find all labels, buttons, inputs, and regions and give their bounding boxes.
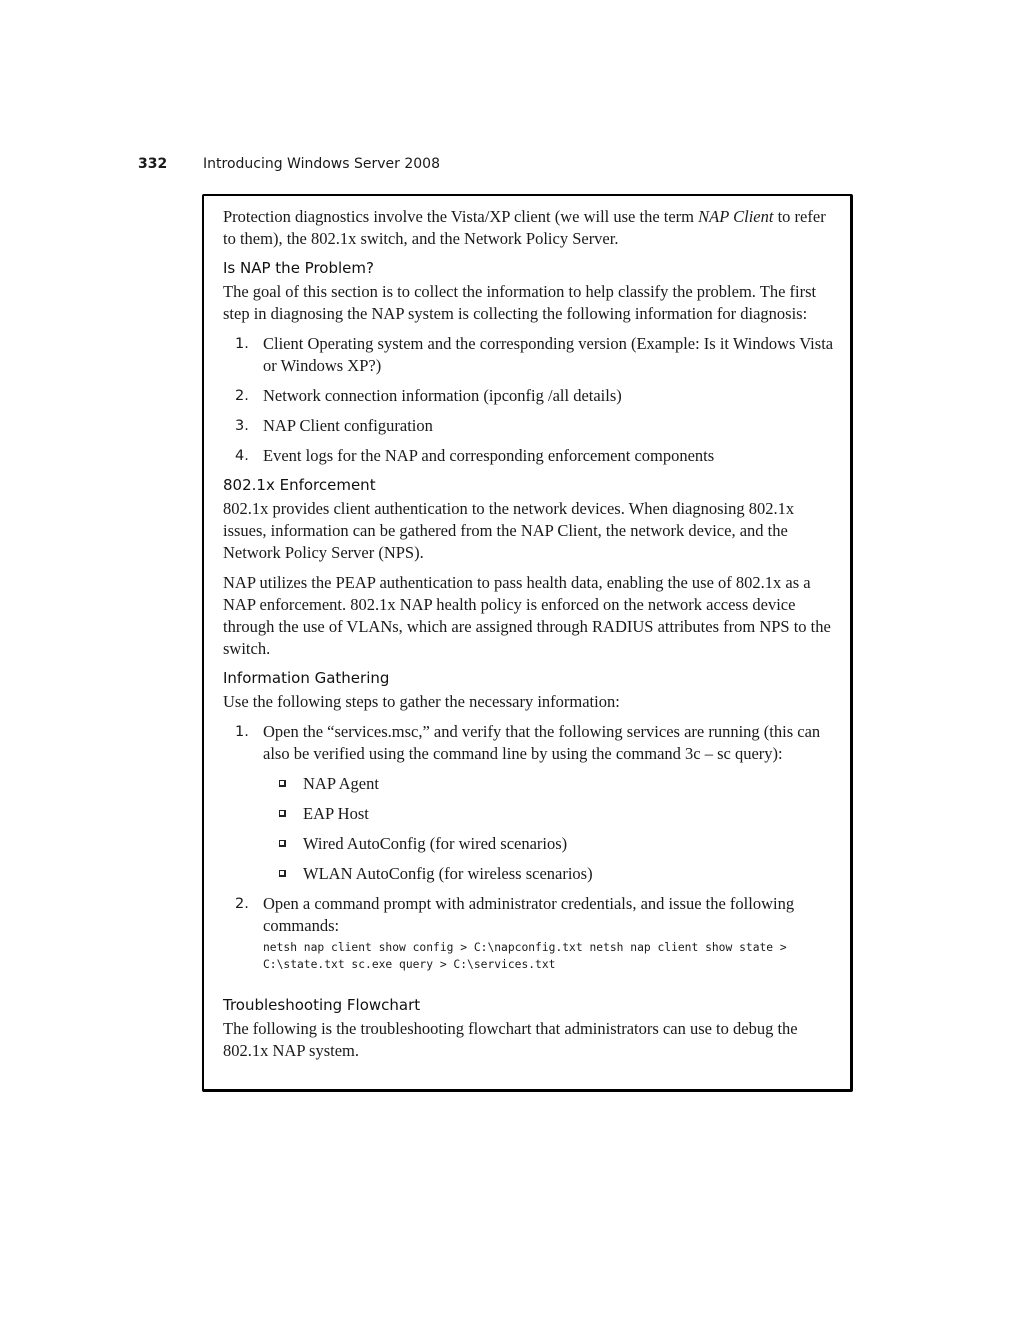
diagnosis-info-list [223,333,837,467]
checkbox-bullet-icon [279,780,286,787]
list-item: 2. Open a command prompt with administrator credentials, and issue the following commands: netsh nap client show config > C:\napconfig.txt netsh nap client show state > C:\state.txt sc.exe query > C:\services.txt [223,893,837,973]
services-list [263,773,837,885]
checkbox-bullet-icon [279,810,286,817]
heading-troubleshooting-flowchart: Troubleshooting Flowchart [223,996,421,1014]
list-item: 4. Event logs for the NAP and corresponding enforcement components [235,446,715,465]
heading-8021x-enforcement: 802.1x Enforcement [223,476,376,494]
list-item: WLAN AutoConfig (for wireless scenarios) [263,863,837,885]
checkbox-bullet-icon [279,870,286,877]
intro-paragraph: Protection diagnostics involve the Vista/XP client (we will use the term NAP Client to refer to them), the 802.1x switch, and the Network Policy Server. [223,207,826,248]
book-title: Introducing Windows Server 2008 [203,156,440,172]
list-item: Wired AutoConfig (for wired scenarios) [263,833,837,855]
section1-paragraph: The goal of this section is to collect the information to help classify the problem. The first step in diagnosing the NAP system is collecting the following information for diagnosis: [223,282,817,323]
list-item: 1. Client Operating system and the corresponding version (Example: Is it Windows Vista or Windows XP?) [235,334,834,375]
list-item: EAP Host [263,803,837,825]
section3-paragraph: Use the following steps to gather the necessary information: [223,692,620,711]
page-number: 332 [138,156,168,172]
list-item: 2. Network connection information (ipconfig /all details) [235,386,622,405]
command-code-block: netsh nap client show config > C:\napconfig.txt netsh nap client show state > C:\state.txt sc.exe query > C:\services.txt [263,941,794,971]
list-item: 3. NAP Client configuration [235,416,433,435]
sidebar-content [223,206,837,1070]
heading-information-gathering: Information Gathering [223,669,390,687]
checkbox-bullet-icon [279,840,286,847]
list-item: NAP Agent [263,773,837,795]
gathering-steps-list [223,721,837,973]
list-item: 1. Open the “services.msc,” and verify that the following services are running (this can also be verified using the command line by using the command 3c – sc query): NAP Agent EAP Host Wired AutoConfig (for wired scenarios) WLAN AutoConfig (for wireless scenarios) [223,721,837,885]
section2-paragraph-2: NAP utilizes the PEAP authentication to pass health data, enabling the use of 802.1x as a NAP enforcement. 802.1x NAP health policy is enforced on the network access device through the use of VLANs, which are assigned through RADIUS attributes from NPS to the switch. [223,573,831,658]
nap-client-term: NAP Client [698,207,774,226]
heading-is-nap-the-problem: Is NAP the Problem? [223,259,374,277]
section2-paragraph-1: 802.1x provides client authentication to the network devices. When diagnosing 802.1x issues, information can be gathered from the NAP Client, the network device, and the Network Policy Server (NPS). [223,499,795,562]
section4-paragraph: The following is the troubleshooting flowchart that administrators can use to debug the 802.1x NAP system. [223,1019,798,1060]
